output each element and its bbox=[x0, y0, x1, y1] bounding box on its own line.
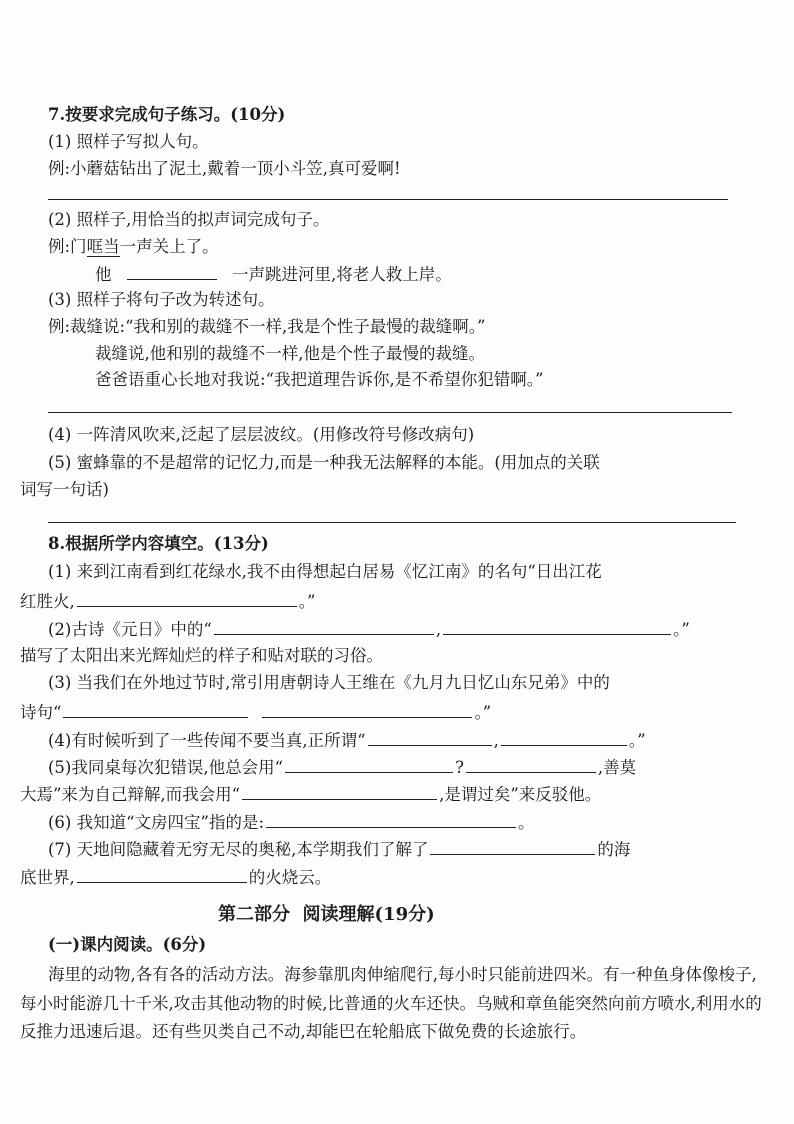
task-suffix: 一声跳进河里,将老人救上岸。 bbox=[232, 265, 452, 284]
text: 的火烧云。 bbox=[248, 868, 332, 887]
q8-item7-line1 bbox=[48, 837, 630, 861]
text: (2)古诗《元日》中的“ bbox=[48, 620, 212, 639]
q8-item7-line2 bbox=[20, 865, 331, 889]
text: , bbox=[493, 731, 499, 750]
q7-part2-instruction: (2) 照样子,用恰当的拟声词完成句子。 bbox=[48, 210, 330, 229]
fill-blank[interactable] bbox=[77, 865, 247, 883]
fill-blank[interactable] bbox=[262, 700, 472, 718]
text: 的海 bbox=[597, 840, 631, 859]
fill-blank[interactable] bbox=[368, 728, 492, 746]
q7-part2-example bbox=[48, 236, 219, 258]
text: ? bbox=[455, 758, 464, 777]
q8-item1-line1: (1) 来到江南看到红花绿水,我不由得想起白居易《忆江南》的名句“日出江花 bbox=[48, 562, 602, 581]
text: ,是谓过矣”来反驳他。 bbox=[439, 785, 602, 804]
part2-subtitle: (一)课内阅读。(6分) bbox=[48, 935, 207, 954]
q7-part1-example: 例:小蘑菇钻出了泥土,戴着一顶小斗笠,真可爱啊! bbox=[48, 159, 401, 178]
q8-item2-line1 bbox=[48, 617, 690, 641]
fill-blank[interactable] bbox=[63, 700, 248, 718]
q8-item6 bbox=[48, 810, 535, 834]
q7-part3-task: 爸爸语重心长地对我说:“我把道理告诉你,是不希望你犯错啊。” bbox=[95, 370, 544, 389]
q7-heading: 7.按要求完成句子练习。(10分) bbox=[48, 105, 286, 124]
q8-item2-line2: 描写了太阳出来光辉灿烂的样子和贴对联的习俗。 bbox=[20, 646, 383, 665]
text: 大焉”来为自己辩解,而我会用“ bbox=[20, 785, 241, 804]
text: 底世界, bbox=[20, 868, 75, 887]
q8-item3-line2 bbox=[20, 700, 491, 724]
fill-blank[interactable] bbox=[127, 262, 217, 280]
q8-item5-line1 bbox=[48, 755, 636, 779]
q8-item1-line2 bbox=[20, 589, 315, 613]
q8-heading: 8.根据所学内容填空。(13分) bbox=[48, 534, 269, 553]
q7-part2-task bbox=[95, 262, 452, 286]
text: (7) 天地间隐藏着无穷无尽的奥秘,本学期我们了解了 bbox=[48, 840, 429, 859]
task-prefix: 他 bbox=[95, 265, 112, 284]
fill-blank[interactable] bbox=[266, 810, 516, 828]
text: (5)我同桌每次犯错误,他总会用“ bbox=[48, 758, 284, 777]
text: (4)有时候听到了一些传闻不要当真,正所谓“ bbox=[48, 731, 366, 750]
example-prefix: 例:门 bbox=[48, 237, 87, 256]
reading-passage: 海里的动物,各有各的活动方法。海参靠肌肉伸缩爬行,每小时只能前进四米。有一种鱼身体像梭子,每小时能游几十千米,攻击其他动物的时候,比普通的火车还快。乌贼和章鱼能突然向前方喷水,利用水的反推力迅速后退。还有些贝类自己不动,却能巴在轮船底下做免费的长途旅行。 bbox=[20, 965, 762, 1041]
text: ,善莫 bbox=[597, 758, 637, 777]
q7-part3-instruction: (3) 照样子将句子改为转述句。 bbox=[48, 290, 275, 309]
onomatopoeia-word: 哐当 bbox=[86, 237, 120, 256]
q7-part1-instruction: (1) 照样子写拟人句。 bbox=[48, 132, 209, 151]
text: 。” bbox=[673, 620, 690, 639]
q8-item3-line1: (3) 当我们在外地过节时,常引用唐朝诗人王维在《九月九日忆山东兄弟》中的 bbox=[48, 673, 610, 692]
fill-blank[interactable] bbox=[242, 782, 437, 800]
fill-blank[interactable] bbox=[501, 728, 627, 746]
part2-title: 第二部分 阅读理解(19分) bbox=[218, 904, 435, 925]
q8-item5-line2 bbox=[20, 782, 601, 806]
text: 。 bbox=[518, 813, 535, 832]
text: 。” bbox=[628, 731, 646, 750]
answer-line[interactable] bbox=[48, 199, 728, 200]
q7-part5-line1: (5) 蜜蜂靠的不是超常的记忆力,而是一种我无法解释的本能。(用加点的关联 bbox=[48, 453, 600, 472]
example-suffix: 一声关上了。 bbox=[119, 237, 219, 256]
q7-part5-line2: 词写一句话) bbox=[20, 480, 109, 499]
q7-part4: (4) 一阵清风吹来,泛起了层层波纹。(用修改符号修改病句) bbox=[48, 425, 475, 444]
q7-part3-example-indirect: 裁缝说,他和别的裁缝不一样,他是个性子最慢的裁缝。 bbox=[95, 344, 485, 363]
fill-blank[interactable] bbox=[285, 755, 453, 773]
text: 红胜火, bbox=[20, 592, 75, 611]
text: (6) 我知道“文房四宝”指的是: bbox=[48, 813, 265, 832]
q8-item4 bbox=[48, 728, 646, 752]
fill-blank[interactable] bbox=[466, 755, 596, 773]
fill-blank[interactable] bbox=[77, 589, 297, 607]
text: 。” bbox=[474, 703, 492, 722]
text: 诗句“ bbox=[20, 703, 62, 722]
text: 。” bbox=[298, 592, 316, 611]
q7-part3-example-direct: 例:裁缝说:“我和别的裁缝不一样,我是个性子最慢的裁缝啊。” bbox=[48, 317, 486, 336]
fill-blank[interactable] bbox=[443, 617, 671, 635]
fill-blank[interactable] bbox=[214, 617, 434, 635]
answer-line[interactable] bbox=[48, 412, 732, 413]
text: , bbox=[435, 620, 442, 639]
fill-blank[interactable] bbox=[430, 837, 595, 855]
answer-line[interactable] bbox=[48, 522, 736, 523]
